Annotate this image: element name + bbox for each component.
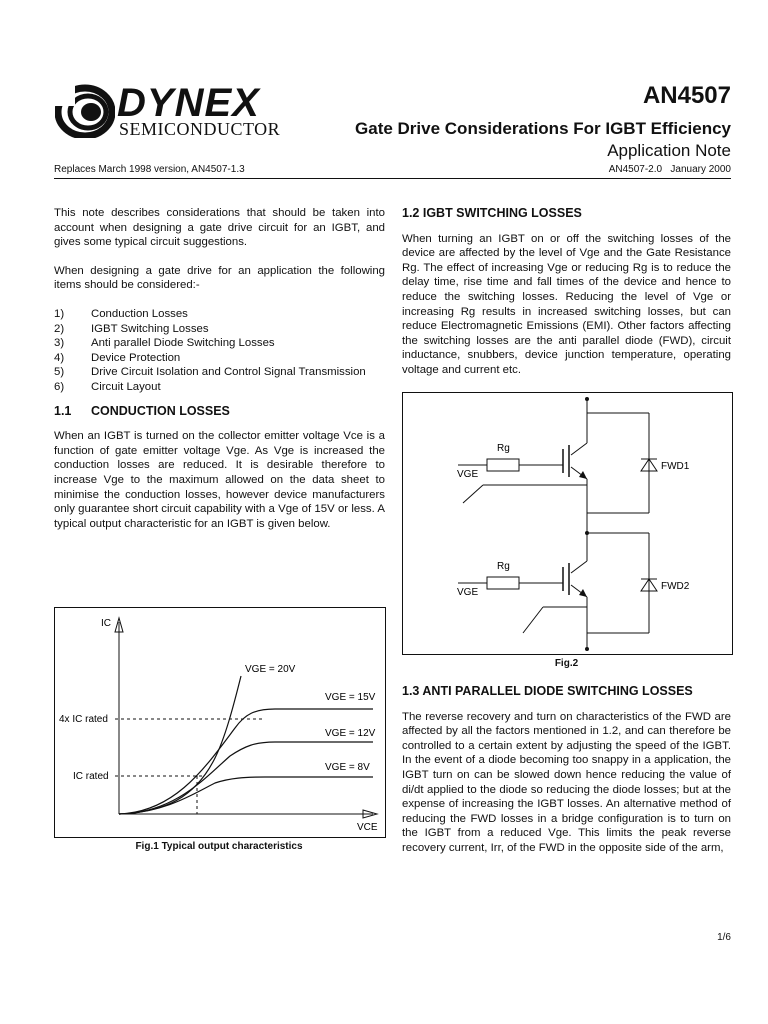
right-column bbox=[402, 206, 731, 392]
document-revision: AN4507-2.0 January 2000 bbox=[608, 164, 731, 175]
list-item: 1) Conduction Losses bbox=[54, 307, 188, 320]
brand-subtitle: SEMICONDUCTOR bbox=[119, 119, 281, 139]
list-item: 5) Drive Circuit Isolation and Control Signal Transmission bbox=[54, 366, 366, 379]
gate-resistor-label: Rg bbox=[497, 561, 510, 572]
curve-vge-8v bbox=[119, 777, 373, 814]
list-item: 6) Circuit Layout bbox=[54, 380, 161, 393]
fwd2-label: FWD2 bbox=[661, 581, 690, 592]
curve-label: VGE = 15V bbox=[325, 692, 376, 703]
fwd1-label: FWD1 bbox=[661, 461, 690, 472]
section-number: 1.1 bbox=[54, 403, 72, 418]
intro-paragraph-2: When designing a gate drive for an application the following items should be considered:- bbox=[54, 264, 385, 292]
replaces-note: Replaces March 1998 version, AN4507-1.3 bbox=[54, 164, 245, 175]
level-low-label: IC rated bbox=[73, 771, 109, 782]
logo-swirl-icon bbox=[55, 82, 115, 138]
curve-label: VGE = 12V bbox=[325, 728, 376, 739]
list-item: 3) Anti parallel Diode Switching Losses bbox=[54, 337, 275, 350]
left-column bbox=[54, 206, 385, 545]
switching-losses-paragraph: When turning an IGBT on or off the switching losses of the device are affected by the level of Vge and the Gate Resistance Rg. The effect of increasing Vge or reducing Rg is to reduce the delay time, rise time and fall times of the device and hence to reduce the switching losses. Reducing the level of Vge or increasing Rg results in increased switching losses, but can reduce Electromagnetic Emissions (EMI). Other factors affecting the switching losses are the anti parallel diode (FWD), circuit inductance, snubbers, device junction temperature, operating voltage and current etc. bbox=[402, 232, 731, 376]
document-number: AN4507 bbox=[642, 82, 731, 109]
list-item: 4) Device Protection bbox=[54, 351, 181, 364]
figure-2 bbox=[402, 392, 733, 655]
level-high-label: 4x IC rated bbox=[59, 714, 108, 725]
diode-losses-paragraph: The reverse recovery and turn on characteristics of the FWD are affected by all the factors mentioned in 1.2, and can therefore be controlled to a certain extent by adjusting the speed of the IGBT. In the event of a diode becoming too snappy in a application, the IGBT turn on can be slowed down hence reducing the value of di/dt applied to the diode so reducing the diode losses; but at the expense of increasing the IGBT losses. An alternative method of reducing the FWD losses in a bridge configuration is to turn on the IGBT from a reduced Vge. This limits the peak reverse recovery current, Irr, of the FWD in the opposite side of the arm, bbox=[402, 710, 731, 854]
intro-paragraph: This note describes considerations that should be taken into account when designing a gate drive circuit for an IGBT, and gives some typical circuit suggestions. bbox=[54, 207, 385, 249]
y-axis-label: IC bbox=[101, 618, 111, 629]
figure-1-caption: Fig.1 Typical output characteristics bbox=[135, 841, 303, 852]
section-1-1-heading bbox=[54, 404, 385, 419]
right-column-lower bbox=[402, 684, 731, 870]
gate-voltage-label: VGE bbox=[457, 469, 479, 480]
x-axis-label: VCE bbox=[357, 822, 378, 833]
brand-name: DYNEX bbox=[117, 81, 260, 125]
brand-logo bbox=[55, 80, 281, 140]
section-1-3-heading: 1.3 ANTI PARALLEL DIODE SWITCHING LOSSES bbox=[402, 684, 693, 698]
curve-label: VGE = 8V bbox=[325, 762, 370, 773]
page-number: 1/6 bbox=[717, 932, 731, 943]
page-title: Gate Drive Considerations For IGBT Efficiency bbox=[355, 119, 731, 138]
document-type: Application Note bbox=[607, 141, 731, 160]
gate-resistor-2 bbox=[487, 577, 519, 589]
section-1-2-heading: 1.2 IGBT SWITCHING LOSSES bbox=[402, 206, 582, 220]
gate-resistor-label: Rg bbox=[497, 443, 510, 454]
gate-voltage-label: VGE bbox=[457, 587, 479, 598]
curve-label: VGE = 20V bbox=[245, 664, 296, 675]
list-item: 2) IGBT Switching Losses bbox=[54, 322, 209, 335]
section-title: CONDUCTION LOSSES bbox=[91, 403, 230, 418]
gate-resistor-1 bbox=[487, 459, 519, 471]
figure-1 bbox=[54, 607, 386, 838]
conduction-losses-paragraph: When an IGBT is turned on the collector emitter voltage Vce is a function of gate emitter voltage Vge. As Vge is increased the conduction losses are reduced. It is desirable therefore to increase Vge to the maximum allowed on the data sheet to minimise the conduction losses, however device manufacturers only guarantee short circuit capability with a Vge of 15V or less. A typical output characteristic for an IGBT is given below. bbox=[54, 430, 385, 530]
considerations-list bbox=[54, 307, 385, 395]
figure-2-caption: Fig.2 bbox=[554, 658, 579, 669]
header-rule bbox=[54, 178, 731, 179]
